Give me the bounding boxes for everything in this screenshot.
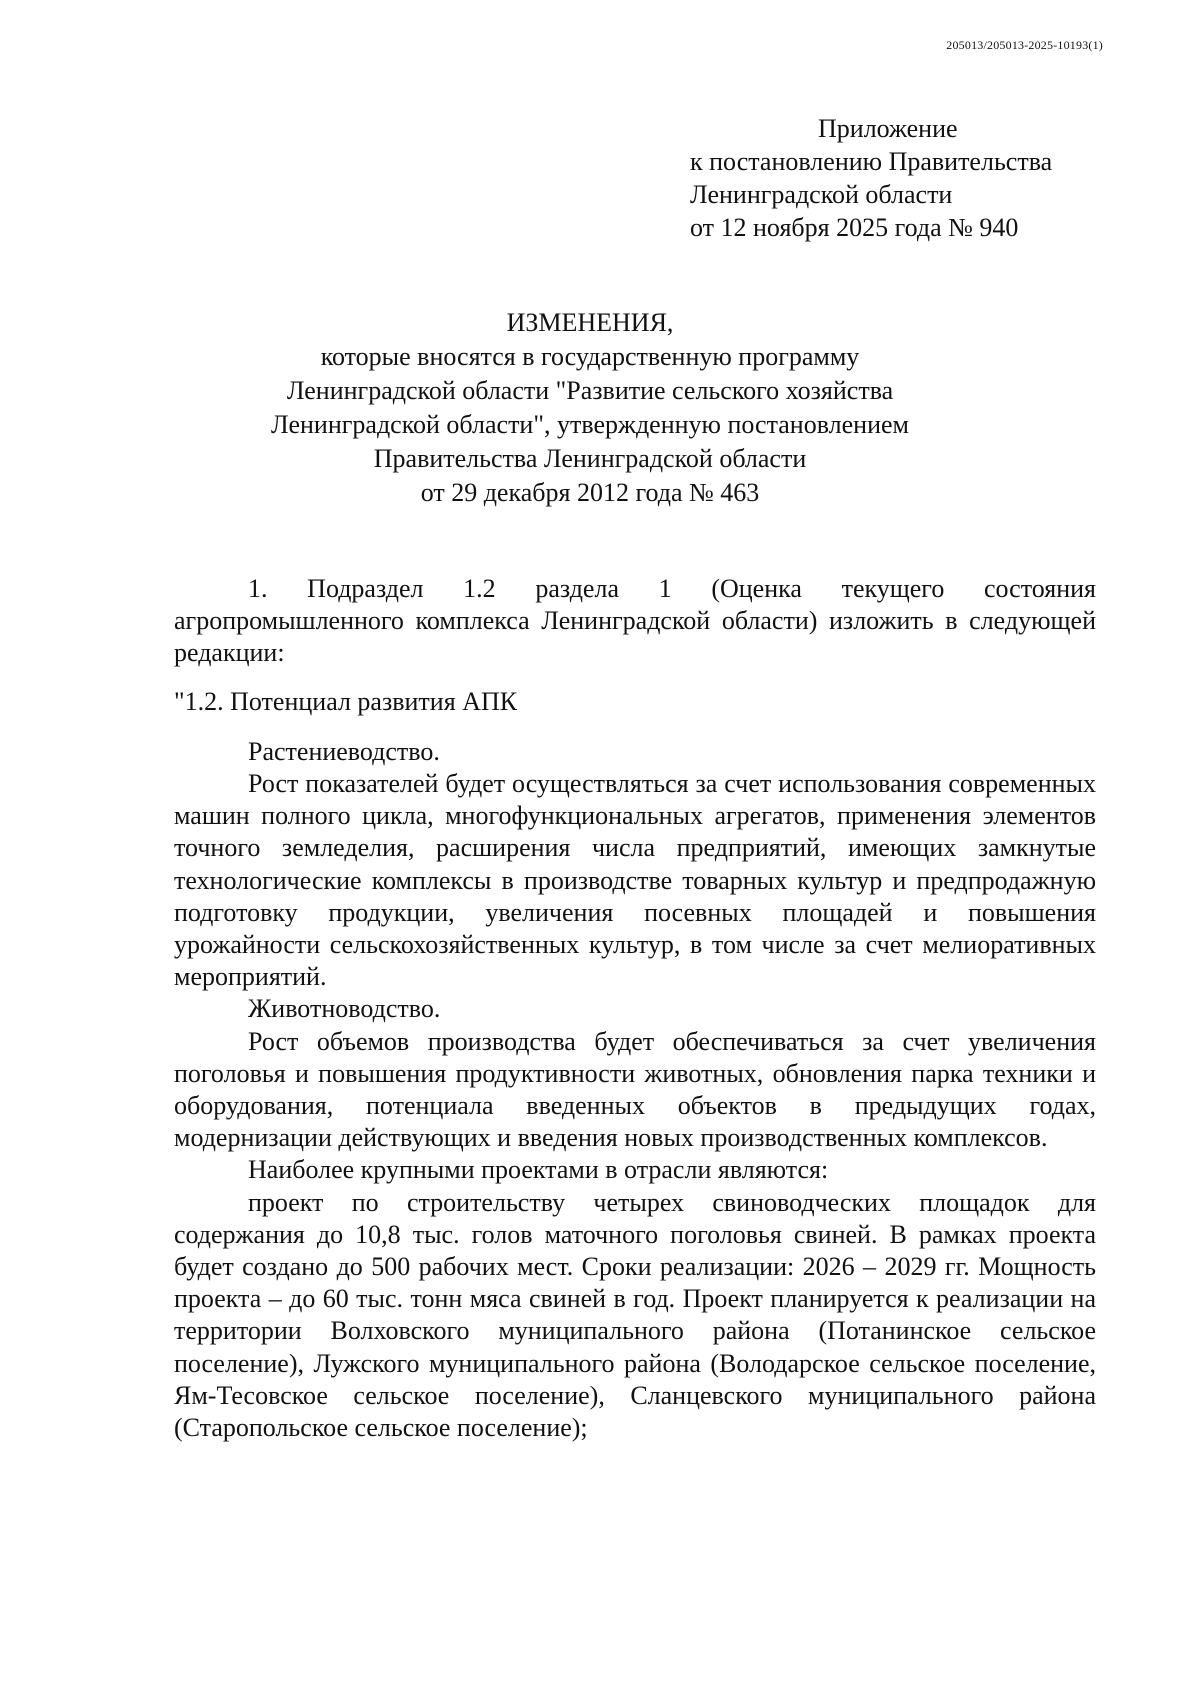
heading-line: Ленинградской области "Развитие сельского хозяйства (286, 376, 894, 405)
crop-heading: Растениеводство. (248, 736, 440, 766)
crop-paragraph: Рост показателей будет осуществляться за счет использования современных машин полного цикла, многофункциональных агрегатов, применения элементов точного земледелия, расширения числа предприятий, имеющих замкнутые технологические комплексы в производстве товарных культур и предпродажную подготовку продукции, увеличения посевных площадей и повышения урожайности сельскохозяйственных культур, в том числе за счет мелиоративных мероприятий. (174, 769, 1096, 992)
appendix-line: Ленинградской области (690, 180, 953, 209)
document-id: 205013/205013-2025-10193(1) (946, 38, 1103, 52)
appendix-line: к постановлению Правительства (690, 147, 1053, 176)
appendix-title: Приложение (818, 114, 958, 143)
appendix-block (690, 112, 1052, 244)
heading-line: которые вносятся в государственную программу (320, 342, 860, 371)
appendix-date: от 12 ноября 2025 года № 940 (690, 213, 1019, 242)
document-heading (180, 306, 1000, 510)
heading-date: от 29 декабря 2012 года № 463 (420, 478, 760, 507)
heading-line: Правительства Ленинградской области (373, 444, 807, 473)
heading-line: Ленинградской области", утвержденную постановлением (271, 410, 909, 439)
subsection-title: "1.2. Потенциал развития АПК (174, 686, 518, 716)
livestock-heading: Животноводство. (248, 994, 441, 1024)
livestock-paragraph: Рост объемов производства будет обеспечиваться за счет увеличения поголовья и повышения продуктивности животных, обновления парка техники и оборудования, потенциала введенных объектов в предыдущих годах, модернизации действующих и введения новых производственных комплексов. (174, 1026, 1096, 1153)
heading-title: ИЗМЕНЕНИЯ, (506, 308, 674, 337)
project-1-paragraph: проект по строительству четырех свиноводческих площадок для содержания до 10,8 тыс. голов маточного поголовья свиней. В рамках проекта будет создано до 500 рабочих мест. Сроки реализации: 2026 – 2029 гг. Мощность проекта – до 60 тыс. тонн мяса свиней в год. Проект планируется к реализации на территории Волховского муниципального района (Потанинское сельское поселение), Лужского муниципального района (Володарское сельское поселение, Ям-Тесовское сельское поселение), Сланцевского муниципального района (Старопольское сельское поселение); (174, 1187, 1096, 1443)
projects-intro: Наиболее крупными проектами в отрасли являются: (248, 1155, 829, 1185)
document-body (174, 573, 1096, 1444)
item-1-paragraph: 1. Подраздел 1.2 раздела 1 (Оценка текущего состояния агропромышленного комплекса Ленинградской области) изложить в следующей редакции: (174, 574, 1096, 668)
